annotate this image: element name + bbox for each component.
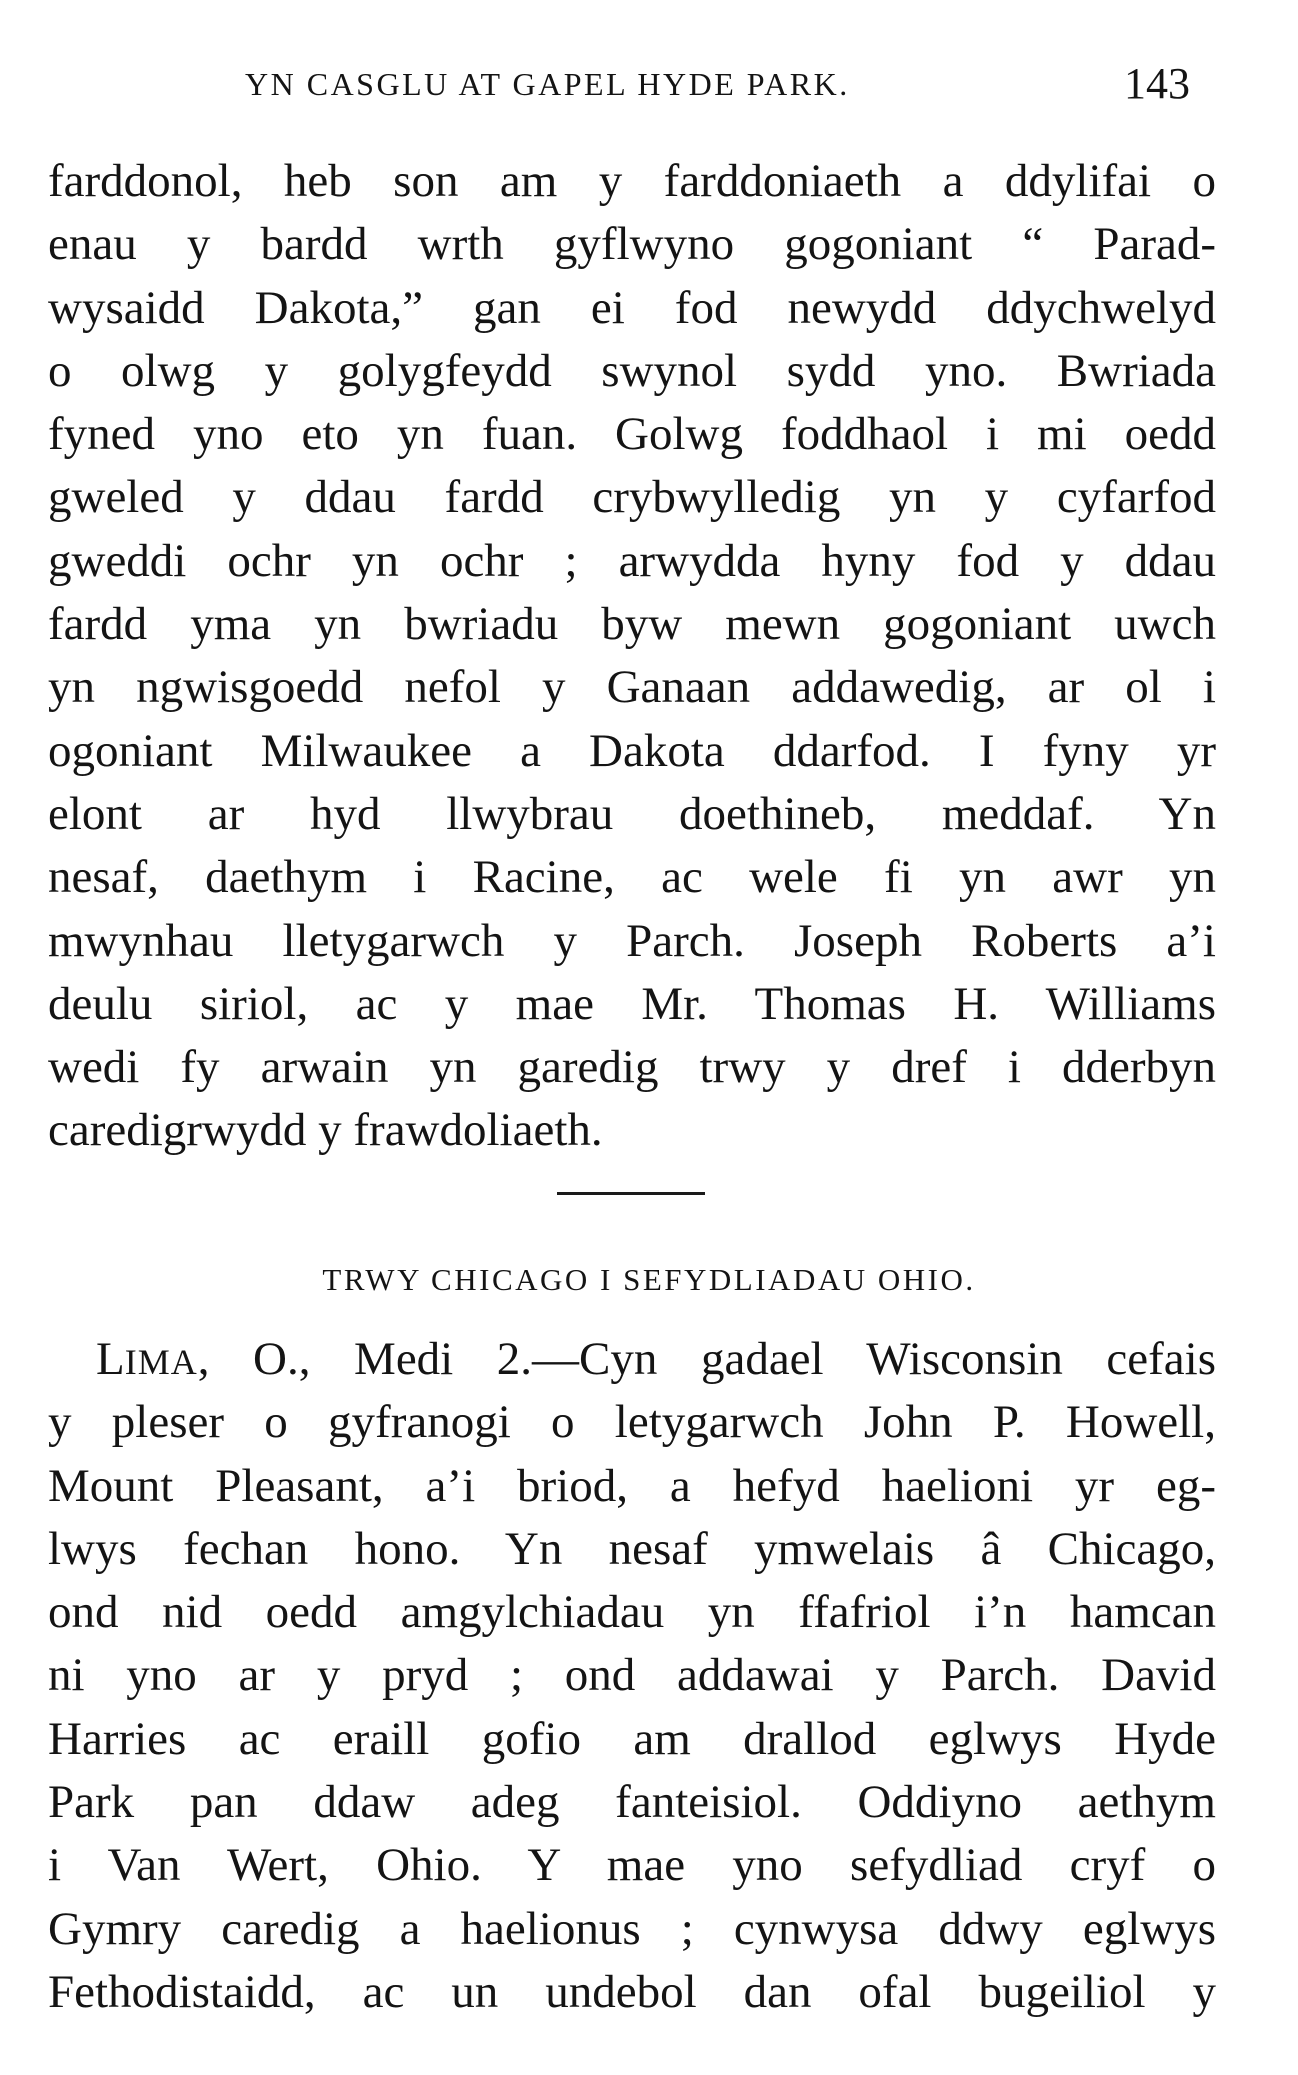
- text-line: farddonol, heb son am y farddoniaeth a ddylifai o: [48, 155, 1216, 207]
- dateline-initial: L: [96, 1333, 125, 1385]
- text-line: wedi fy arwain yn garedig trwy y dref i dderbyn: [48, 1041, 1216, 1094]
- page-number: 143: [1124, 59, 1190, 108]
- text-line: Fethodistaidd, ac un undebol dan ofal bugeiliol y: [48, 1965, 1216, 2018]
- text-line: yn ngwisgoedd nefol y Ganaan addawedig, ar ol i: [48, 661, 1216, 714]
- section-divider: [557, 1192, 705, 1195]
- text-line: gweddi ochr yn ochr ; arwydda hyny fod y ddau: [48, 534, 1216, 587]
- text-line: ond nid oedd amgylchiadau yn ffafriol i’n hamcan: [48, 1586, 1216, 1639]
- text-line: nesaf, daethym i Racine, ac wele fi yn awr yn: [48, 851, 1216, 904]
- text-line: deulu siriol, ac y mae Mr. Thomas H. Williams: [48, 977, 1216, 1030]
- text-line: fyned yno eto yn fuan. Golwg foddhaol i mi oedd: [48, 408, 1216, 461]
- text-line: elont ar hyd llwybrau doethineb, meddaf. Yn: [48, 787, 1216, 840]
- text-line: wysaidd Dakota,” gan ei fod newydd ddychwelyd: [48, 281, 1216, 334]
- text-line: ogoniant Milwaukee a Dakota ddarfod. I fyny yr: [48, 724, 1216, 777]
- text-line: o olwg y golygfeydd swynol sydd yno. Bwriada: [48, 344, 1216, 397]
- text-line: lwys fechan hono. Yn nesaf ymwelais â Chicago,: [48, 1522, 1216, 1575]
- text-line: fardd yma yn bwriadu byw mewn gogoniant uwch: [48, 598, 1216, 651]
- paragraph-continued: [48, 150, 1216, 1163]
- dateline-rest: , O., Medi 2.—Cyn gadael Wisconsin cefais: [197, 1333, 1216, 1385]
- text-line: enau y bardd wrth gyflwyno gogoniant “ Parad-: [48, 218, 1216, 271]
- text-line: caredigrwydd y frawdoliaeth.: [48, 1104, 603, 1157]
- text-line: y pleser o gyfranogi o letygarwch John P. Howell,: [48, 1396, 1216, 1449]
- text-line: Harries ac eraill gofio am drallod eglwys Hyde: [48, 1712, 1216, 1765]
- dateline-small-caps: IMA: [124, 1342, 198, 1382]
- dateline: [48, 1328, 1216, 1391]
- running-title: YN CASGLU AT GAPEL HYDE PARK.: [245, 66, 850, 102]
- running-head: [0, 58, 1298, 108]
- text-line: Park pan ddaw adeg fanteisiol. Oddiyno aethym: [48, 1776, 1216, 1829]
- text-line: ni yno ar y pryd ; ond addawai y Parch. David: [48, 1649, 1216, 1702]
- text-line: mwynhau lletygarwch y Parch. Joseph Roberts a’i: [48, 914, 1216, 967]
- text-line: gweled y ddau fardd crybwylledig yn y cyfarfod: [48, 471, 1216, 524]
- section-heading: TRWY CHICAGO I SEFYDLIADAU OHIO.: [322, 1262, 976, 1297]
- text-line: i Van Wert, Ohio. Y mae yno sefydliad cryf o: [48, 1839, 1216, 1892]
- letter-paragraph: [48, 1328, 1216, 2024]
- text-line: Mount Pleasant, a’i briod, a hefyd haelioni yr eg-: [48, 1459, 1216, 1512]
- text-line: Gymry caredig a haelionus ; cynwysa ddwy eglwys: [48, 1902, 1216, 1955]
